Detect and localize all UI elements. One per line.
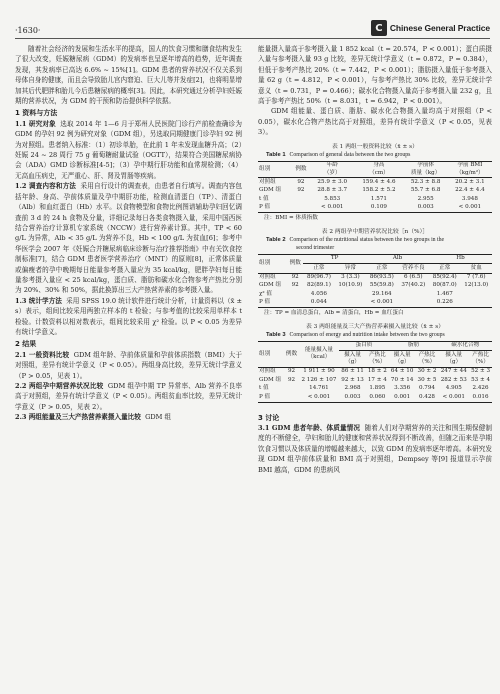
subheading-1-1: 1.1 研究对象	[15, 119, 56, 128]
table-cell: < 0.001	[307, 393, 331, 400]
table-cell: 30 ± 5	[417, 376, 437, 383]
table-cell: 2 126 ± 107	[301, 376, 337, 383]
table-cell: 70 ± 14	[390, 376, 414, 383]
table-cell: 80(87.0)	[432, 282, 457, 289]
subheading-1-2: 1.2 调查内容和方法	[15, 182, 77, 191]
table-cell: 30 ± 2	[417, 368, 437, 375]
table-3-header-group: 组别	[258, 341, 284, 367]
table-3-body	[258, 367, 492, 402]
table-cell: 37(40.2)	[401, 282, 426, 289]
table-cell	[460, 299, 492, 308]
table-3-title-en-text: Comparison of energy and nutrition intake between the two groups	[289, 331, 445, 338]
table-2-sub-header: 异常	[335, 264, 366, 273]
table-cell: 2.968	[344, 385, 361, 392]
table-cell: 4.905	[445, 385, 462, 392]
table-cell: 3.948	[461, 195, 478, 202]
table-1	[258, 161, 492, 213]
table-1-title-en-text: Comparison of general data between the two groups	[289, 151, 411, 158]
table-cell: 14.761	[309, 385, 329, 392]
table-1-title-en	[258, 151, 492, 159]
table-cell: 0.044	[310, 299, 327, 306]
table-2-label: Table 2	[266, 236, 286, 243]
table-cell: 17 ± 4	[367, 376, 387, 383]
table-cell: 0.060	[369, 393, 386, 400]
table-2-title-en-text: Comparison of the nutritional status between the two groups in the	[289, 236, 445, 243]
table-cell: 1 911 ± 90	[303, 368, 335, 375]
table-cell	[398, 290, 429, 298]
table-cell: 92	[287, 368, 296, 375]
table-cell: 92	[297, 187, 305, 194]
table-1-label: Table 1	[266, 151, 286, 158]
table-2-title-en	[258, 236, 492, 252]
table-3-sub-header: 产热比 （%）	[366, 351, 389, 368]
table-cell: < 0.001	[320, 204, 344, 211]
table-cell: 52 ± 3	[471, 368, 490, 375]
table-2-sub-header: 正常	[366, 264, 397, 273]
table-2-header-n: 例数	[287, 254, 303, 273]
table-cell: 0.003	[417, 204, 434, 211]
table-cell: 20.2 ± 3.1	[455, 178, 485, 185]
table-cell	[284, 385, 298, 393]
table-3-row	[258, 393, 492, 402]
table-row-label: P 值	[259, 204, 271, 211]
table-cell	[292, 204, 310, 213]
table-2-title-en-text-2: second trimester	[296, 244, 335, 251]
table-cell	[460, 290, 492, 298]
table-row-label: GDM 组	[259, 187, 282, 194]
table-cell: 282 ± 53	[440, 376, 467, 383]
table-cell: 0.003	[344, 393, 361, 400]
table-row-label: P 值	[259, 393, 271, 400]
table-cell: 89(96.7)	[306, 274, 331, 280]
table-cell: 0.428	[418, 393, 435, 400]
table-row-label: t 值	[259, 195, 269, 202]
table-1-title: 表 1 两组一般资料比较（x̄ ± s）	[332, 143, 418, 150]
table-cell: 1.467	[436, 290, 453, 297]
table-cell	[335, 290, 366, 298]
table-1-note: 注：BMI = 体质指数	[264, 215, 318, 222]
table-cell: 0.016	[472, 393, 489, 400]
table-1-header-cell: 例数	[292, 161, 310, 178]
table-2-sub-header: 正常	[429, 264, 460, 273]
table-cell: 86 ± 11	[341, 368, 364, 375]
table-2-row	[258, 290, 492, 298]
table-cell: 7 (7.6)	[466, 274, 486, 280]
table-cell: < 0.001	[458, 204, 482, 211]
table-3-group-header-row	[258, 341, 492, 350]
table-2-title: 表 2 两组孕中期营养状况比较［n（%）］	[321, 228, 429, 235]
table-cell	[284, 393, 298, 402]
table-3-sub-header: 摄入量 （g）	[339, 351, 366, 368]
table-cell: 158.2 ± 5.2	[362, 187, 396, 194]
table-cell: < 0.001	[442, 393, 465, 400]
table-3-sub-header: 摄入量 （g）	[438, 351, 469, 368]
journal-name: Chinese General Practice	[389, 23, 490, 33]
table-1-header-cell: 组别	[258, 161, 292, 178]
table-row-label: χ² 值	[259, 290, 273, 297]
subsection-3-1-text: 随着人们对孕期营养的关注和围生期保健制度的不断健全，孕妇和胎儿的健康和营养状况得到不断改善，但随之而来是孕期饮食习惯以及体质量的增幅越来越大，以致 GDM 的发病率逐年增高。本研究发现 GDM 组孕前体质量和 BMI 高于对照组，Dempsey 等[9] 报道显示孕前 BMI 越高，GDM 的患病风	[258, 423, 492, 474]
table-cell: 52.3 ± 8.8	[410, 178, 441, 185]
table-3-sub-header: 产热比 （%）	[416, 351, 439, 368]
table-3-sub-header: 产热比 （%）	[469, 351, 492, 368]
table-cell: 25.9 ± 3.0	[317, 178, 348, 185]
intro-paragraph: 随着社会经济的发展和生活水平的提高，国人的饮食习惯和膳食结构发生了很大改变，妊娠糖尿病（GDM）的发病率也呈逐年增高的趋势，近年调查发现，其发病率已高达 6.6% ~ 15%[1]。GDM 患者的营养状况不仅关系到母体自身的健康，而且会导致胎儿宫内窘迫、巨大儿等并发症[2]，也将明显增加其后代肥胖和胎儿今后患糖尿病的概率[3]。因此，本研究通过分析孕妇妊娠期的营养状况，为 GDM 的干预和防治提供科学依据。	[15, 45, 242, 106]
subheading-2-1: 2.1 一般资料比较	[15, 350, 70, 359]
table-cell: 28.8 ± 3.7	[317, 187, 348, 194]
table-2-sub-header: 贫血	[460, 264, 492, 273]
subsection-2-1	[15, 350, 242, 381]
table-cell: 22.4 ± 4.4	[455, 187, 485, 194]
table-cell: 0.226	[436, 299, 453, 306]
table-2-row	[258, 299, 492, 308]
table-cell: 55(59.8)	[369, 282, 394, 289]
table-cell: < 0.001	[370, 299, 394, 306]
table-1-header-cell: 年龄 （岁）	[310, 161, 354, 178]
table-cell: 6 (6.5)	[403, 274, 423, 280]
subsection-1-1-text: 选取 2014 年 1—6 月于郑州人民医院门诊行产前检查确诊为 GDM 的孕妇 92 例为研究对象（GDM 组），另选取同期健康门诊孕妇 92 例为对照组。患者纳入标准：（1）初诊单胎，在此前 1 年未发现血糖升高；（2）妊娠 24 ~ 28 周行 75 g 葡萄糖耐量试验（OGTT），结果符合美国糖尿病协会（ADA）GMD 诊断标准[4-5]；（3）孕中期行肝功能和血常规检测；（4）无高血压病史，无严重心、肝、肾及胃肠等疾病。	[15, 119, 242, 180]
table-2-body	[258, 273, 492, 308]
table-cell: 85(92.4)	[432, 274, 457, 280]
table-2-header-group: 组别	[258, 254, 287, 273]
table-1-row	[258, 195, 492, 203]
subheading-3-1: 3.1 GDM 患者年龄、体质量情况	[258, 423, 361, 432]
journal-logo-icon: C	[371, 20, 387, 36]
table-2-group-header: TP	[303, 254, 366, 263]
table-1-header-cell: 孕前体 质量（kg）	[404, 161, 448, 178]
table-2-sub-header: 营养不良	[398, 264, 429, 273]
subsection-1-3-text: 采用 SPSS 19.0 统计软件进行统计分析，计量资料以（x̄ ± s）表示，组间比较采用两独立样本的 t 检验；与参考值的比较采用单样本 t 检验。计数资料以相对数表示，组间比较采用 χ² 检验。以 P < 0.05 为差异有统计学意义。	[15, 296, 242, 336]
subsection-2-3-text: GDM 组	[145, 413, 172, 422]
table-cell	[292, 195, 310, 203]
table-cell: 92	[291, 274, 299, 280]
table-cell: 3.356	[394, 385, 411, 392]
table-cell: 86(93.5)	[369, 274, 394, 280]
table-3-group-header: 碳水化合物	[438, 341, 492, 350]
left-column	[15, 44, 242, 423]
table-2-sub-header: 正常	[303, 264, 334, 273]
table-cell: 159.4 ± 4.6	[362, 178, 396, 185]
subsection-2-1-text: GDM 组年龄、孕前体质量和孕前体质指数（BMI）大于对照组，差异有统计学意义（P < 0.05）。两组身高比较，差异无统计学意义（P > 0.05，见表 1）。	[15, 350, 242, 380]
table-cell: 2.426	[472, 385, 489, 392]
subsection-1-3	[15, 296, 242, 338]
table-cell: 2.955	[417, 195, 434, 202]
right-column	[258, 44, 492, 475]
table-cell: 10(10.9)	[338, 282, 363, 289]
table-cell: 0.109	[370, 204, 387, 211]
table-1-body	[258, 178, 492, 213]
table-cell: 82(89.1)	[306, 282, 331, 289]
section-heading-methods: 1 资料与方法	[15, 109, 58, 118]
section-heading-discussion: 3 讨论	[258, 413, 280, 422]
table-3-title: 表 3 两组能量及三大产热营养素摄入量比较（x̄ ± s）	[305, 323, 445, 330]
table-1-row	[258, 204, 492, 213]
subsection-1-2	[15, 181, 242, 295]
table-3-row	[258, 385, 492, 393]
table-cell: 1.895	[369, 385, 386, 392]
table-3-group-header: 脂肪	[389, 341, 439, 350]
table-row-label: GDM 组	[259, 376, 282, 383]
subsection-2-2-text: GDM 组孕中期 TP 异常率、Alb 营养不良率高于对照组，差异有统计学意义（P < 0.05）。两组贫血率比较，差异无统计学意义（P > 0.05，见表 2）。	[15, 382, 242, 411]
subsection-1-2-text: 采用自行设计的调查表，由患者自行填写。调查内容包括年龄、身高、孕前体质量及孕中期肝功能，检测血清蛋白（TP）、清蛋白（Alb）和血红蛋白（Hb）水平。以食物模型和食物比例图谱辅助孕妇回忆调查前 3 d 的 24 h 食物及分量，详细记录每日各类食物摄入量，采用中国西医结合营养治疗计算机专家系统（NCCW）进行营养素计算。其中，TP < 60 g/L 为异常，Alb < 35 g/L 为营养不良，Hb < 100 g/L 为贫血[6]；参考中华医学会 2007 年《妊娠合并糖尿病临床诊断与治疗推荐指南》中有关饮食控制标准[7]，结合 GDM 患者医学营养治疗（MNT）的原则[8]，正常体质量或偏瘦者的孕中晚期每日能量参考摄入量应为 35 kcal/kg，肥胖孕妇每日能量参考摄入量应 < 25 kcal/kg，蛋白质、脂肪和碳水化合物参考产热比分别为 20%、30% 和 50%，据此换算出三大产热营养素的参考摄入量。	[15, 182, 242, 295]
table-2	[258, 254, 492, 308]
table-3-title-en	[258, 331, 492, 339]
table-3-label: Table 3	[266, 331, 286, 338]
table-cell: 92	[291, 282, 299, 289]
header-rule	[15, 38, 490, 39]
table-2-note: 注：TP = 血清总蛋白，Alb = 清蛋白，Hb = 血红蛋白	[264, 310, 404, 317]
table-cell	[287, 290, 303, 298]
table-2-row	[258, 282, 492, 290]
table-cell: 0.794	[418, 385, 435, 392]
table-cell: 1.571	[370, 195, 387, 202]
page-number: ·1630·	[15, 26, 41, 35]
results-paragraph-continued: 能量摄入量高于参考摄入量 1 852 kcal（t = 20.574，P < 0.001）；蛋白质摄入量与参考摄入量 93 g 比较，差异无统计学意义（t = 0.872，P = 0.384），但低于参考产热比 20%（t = 7.442，P < 0.001）；脂肪摄入量低于参考摄入量 62 g（t = 4.812，P < 0.001），与参考产热比 30% 比较，差异无统计学意义（t = 0.731，P = 0.466）；碳水化合物摄入量高于参考摄入量 232 g，且高于参考产热比 50%（t = 8.031，t = 6.942，P < 0.001）。	[258, 45, 492, 106]
table-cell: 12(13.0)	[464, 282, 489, 289]
subheading-2-3: 2.3 两组能量及三大产热营养素摄入量比较	[15, 413, 141, 422]
table-cell: 3 (3.3)	[341, 274, 360, 280]
table-cell: 92	[287, 376, 296, 383]
journal-logo	[371, 20, 490, 36]
table-row-label: 对照组	[259, 274, 276, 280]
section-heading-results: 2 结果	[15, 340, 37, 349]
subheading-2-2: 2.2 两组孕中期营养状况比较	[15, 382, 104, 390]
table-3-sub-header: 摄入量 （g）	[389, 351, 416, 368]
subsection-2-3	[15, 412, 242, 422]
table-cell: 29.164	[372, 290, 392, 297]
table-cell: 53 ± 4	[471, 376, 490, 383]
results-paragraph-2: GDM 组能量、蛋白质、脂肪、碳水化合物摄入量均高于对照组（P < 0.05），碳水化合物产热比高于对照组，差异有统计学意义（P < 0.05，见表 3）。	[258, 107, 492, 137]
table-3	[258, 341, 492, 403]
table-3-header-n: 例数	[284, 341, 298, 367]
table-1-header-cell: 孕前 BMI （kg/m²）	[448, 161, 492, 178]
table-row-label: 对照组	[259, 368, 276, 375]
subheading-1-3: 1.3 统计学方法	[15, 296, 62, 305]
table-cell	[335, 299, 366, 308]
table-row-label: GDM 组	[259, 282, 282, 289]
table-3-row	[258, 367, 492, 376]
table-2-group-header: Hb	[429, 254, 492, 263]
table-cell: 64 ± 10	[390, 368, 414, 375]
table-3-header-energy: 能量摄入量 （kcal）	[299, 341, 339, 367]
table-1-header-row	[258, 161, 492, 178]
table-3-row	[258, 376, 492, 384]
subsection-2-2	[15, 381, 242, 412]
table-row-label: t 值	[259, 385, 269, 392]
table-cell: 4.056	[310, 290, 327, 297]
table-cell: 18 ± 2	[367, 368, 387, 375]
table-2-group-header-row	[258, 254, 492, 263]
table-cell	[287, 299, 303, 308]
table-cell	[398, 299, 429, 308]
table-cell: 0.001	[394, 393, 411, 400]
table-row-label: P 值	[259, 299, 271, 306]
table-cell: 55.7 ± 6.8	[410, 187, 441, 194]
table-1-row	[258, 187, 492, 195]
table-cell: 92	[297, 178, 305, 185]
table-cell: 92 ± 13	[341, 376, 364, 383]
table-row-label: 对照组	[259, 178, 276, 185]
table-1-header-cell: 身高 （cm）	[354, 161, 403, 178]
table-2-group-header: Alb	[366, 254, 429, 263]
table-2-row	[258, 273, 492, 282]
subsection-3-1	[258, 423, 492, 475]
table-3-group-header: 蛋白质	[339, 341, 389, 350]
table-cell: 247 ± 44	[440, 368, 467, 375]
subsection-1-1	[15, 119, 242, 181]
table-cell: 5.853	[324, 195, 341, 202]
table-1-row	[258, 178, 492, 187]
